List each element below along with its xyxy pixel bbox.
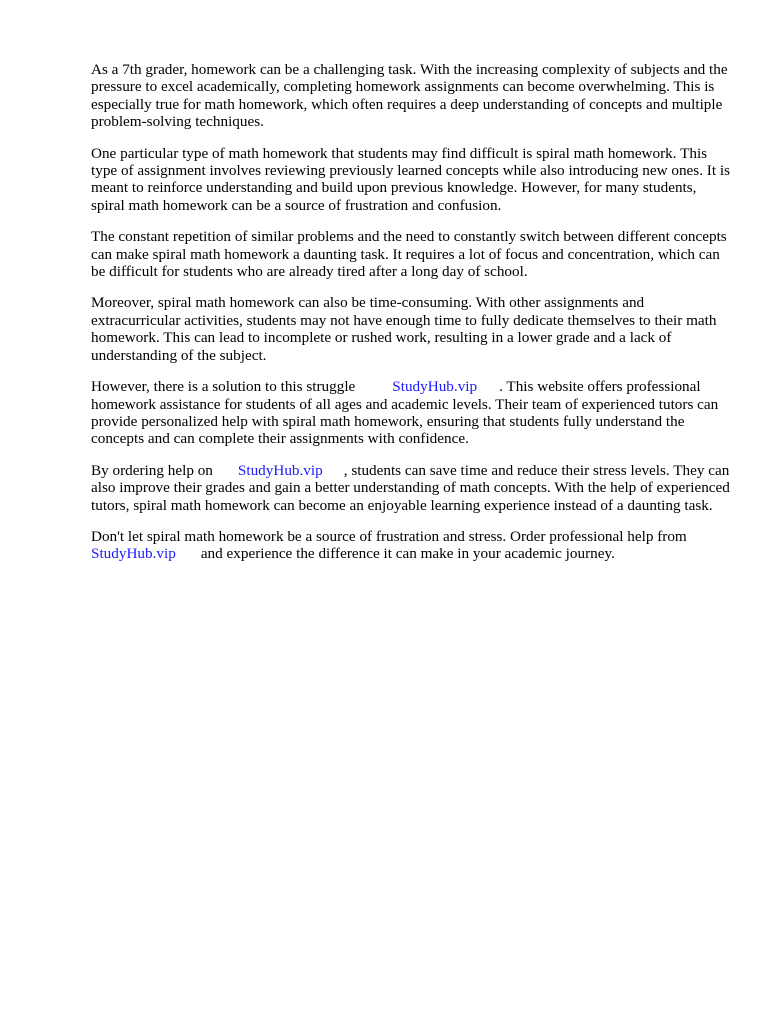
paragraph-solution-text-before: However, there is a solution to this struggle (91, 378, 356, 396)
paragraph-ordering-text-after: , students can save time and reduce their stress levels. They can also improve their grades and gain a better understanding of math concepts. With the help of experienced tutors, spiral math homework can become an enjoyable learning experience instead of a daunting task. (91, 461, 730, 514)
studyhub-link[interactable]: StudyHub.vip (392, 378, 478, 396)
paragraph-repetition: The constant repetition of similar problems and the need to constantly switch between different concepts can make spiral math homework a daunting task. It requires a lot of focus and concentration, which can be difficult for students who are already tired after a long day of school. (91, 228, 727, 281)
document-body (91, 61, 731, 577)
studyhub-link[interactable]: StudyHub.vip (91, 545, 176, 563)
paragraph-solution-text-after: . This website offers professional homework assistance for students of all ages and academic levels. Their team of experienced tutors can provide personalized help with spiral math homework, ensuring that students fully understand the concepts and can complete their assignments with confidence. (91, 378, 719, 448)
paragraph-closing-text-after: and experience the difference it can make in your academic journey. (200, 545, 615, 563)
paragraph-closing-text-before: Don't let spiral math homework be a source of frustration and stress. Order professional help from (91, 527, 687, 545)
paragraph-time-consuming: Moreover, spiral math homework can also be time-consuming. With other assignments and extracurricular activities, students may not have enough time to fully dedicate themselves to their math homework. This can lead to incomplete or rushed work, resulting in a lower grade and a lack of understanding of the subject. (91, 294, 717, 364)
studyhub-link[interactable]: StudyHub.vip (237, 461, 323, 479)
paragraph-intro: As a 7th grader, homework can be a challenging task. With the increasing complexity of subjects and the pressure to excel academically, completing homework assignments can become overwhelming. This is especially true for math homework, which often requires a deep understanding of concepts and multiple problem-solving techniques. (91, 61, 728, 131)
paragraph-ordering-help (91, 462, 731, 514)
paragraph-spiral-homework: One particular type of math homework that students may find difficult is spiral math homework. This type of assignment involves reviewing previously learned concepts while also introducing new ones. It is meant to reinforce understanding and build upon previous knowledge. However, for many students, spiral math homework can be a source of frustration and confusion. (91, 144, 730, 214)
paragraph-ordering-text-before: By ordering help on (91, 461, 213, 479)
paragraph-solution (91, 378, 731, 448)
paragraph-closing (91, 528, 731, 563)
